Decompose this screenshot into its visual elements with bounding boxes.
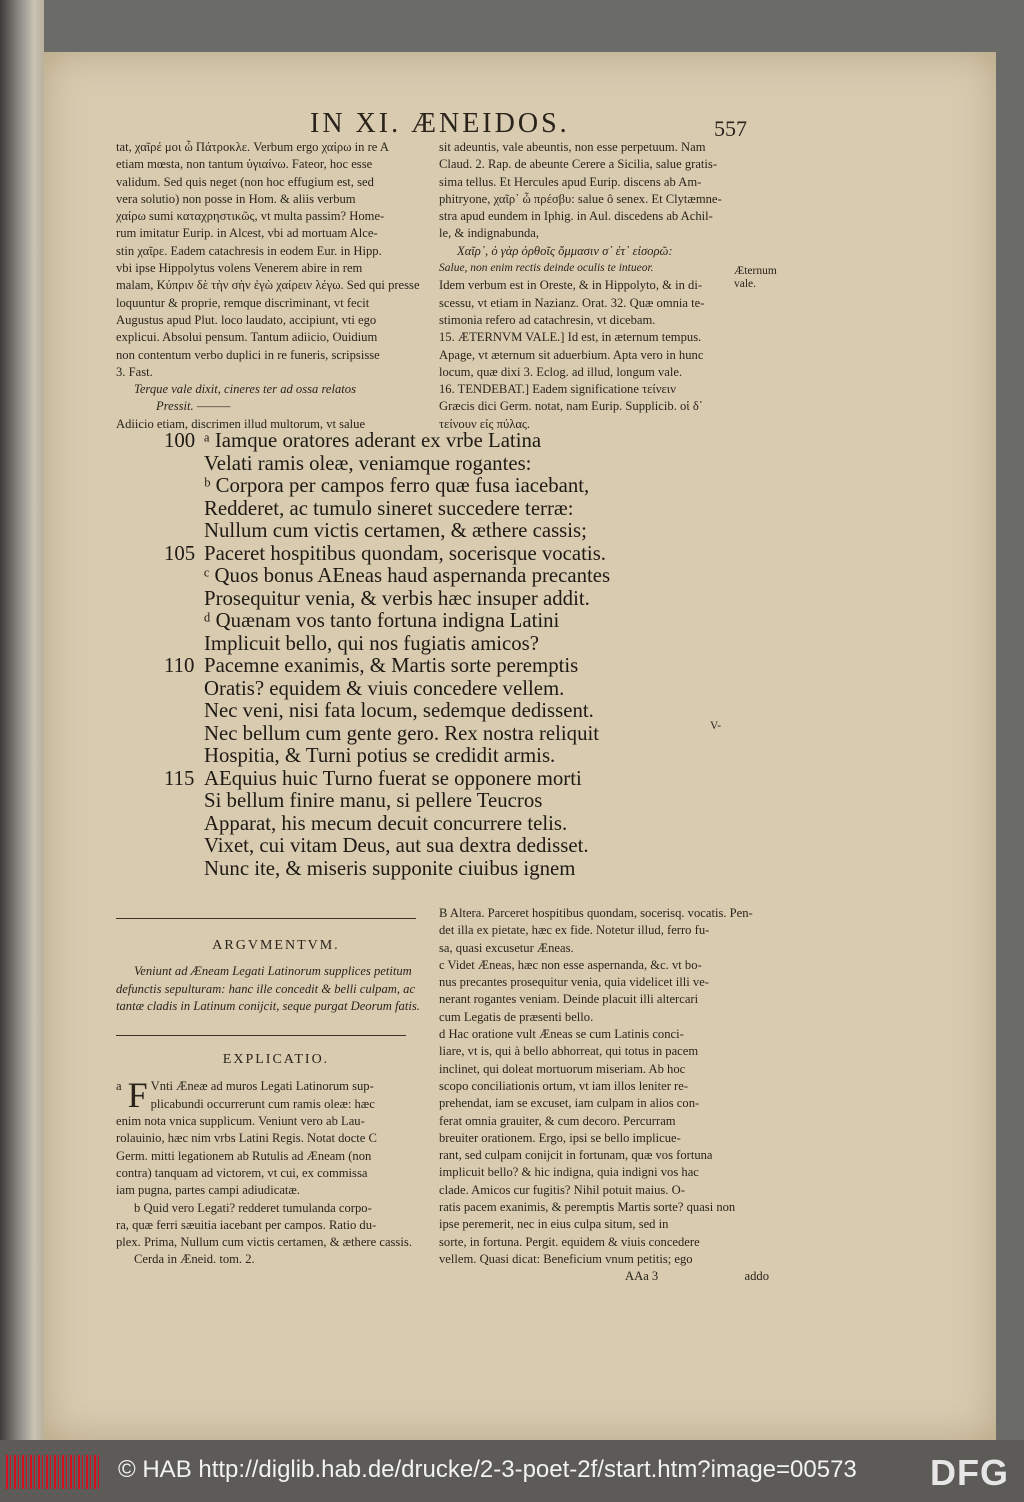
commentary-line: loquuntur & proprie, remque discriminant, vt fecit xyxy=(116,295,370,310)
verse-line xyxy=(164,610,764,633)
argumentum-line: tantæ cladis in Latinum conijcit, seque purgat Deorum fatis. xyxy=(116,998,420,1013)
commentary-line: stra apud eundem in Iphig. in Aul. discedens ab Achil- xyxy=(439,209,713,224)
initial-letter: F xyxy=(127,1078,148,1114)
verse-line xyxy=(164,498,764,521)
verse-line xyxy=(164,745,764,768)
explicatio-line: rolauinio, hæc nim vrbs Latini Regis. Notat docte C xyxy=(116,1131,377,1146)
commentary-line: Apage, vt æternum sit aduerbium. Apta vero in hunc xyxy=(439,347,704,362)
running-head: IN XI. ÆNEIDOS. xyxy=(310,108,570,139)
commentary-line: validum. Sed quis neget (non hoc effugium est, sed xyxy=(116,174,374,189)
verse-text: Paceret hospitibus quondam, socerisque vocatis. xyxy=(204,541,606,565)
commentary-right-column xyxy=(439,139,769,433)
commentary-line: Græcis dici Germ. notat, nam Eurip. Supplicib. οἱ δ᾽ xyxy=(439,399,703,414)
verse-text: Pacemne exanimis, & Martis sorte peremptis xyxy=(204,654,579,677)
signature-mark: AAa 3 xyxy=(625,1269,659,1284)
verse-number: 100 xyxy=(164,429,196,452)
commentary-line: scessu, vt etiam in Nazianz. Orat. 32. Quæ omnia te- xyxy=(439,295,705,310)
verse-line xyxy=(164,430,764,453)
signature-line xyxy=(439,1268,769,1286)
verse-text: Apparat, his mecum decuit concurrere telis. xyxy=(204,811,568,835)
commentary-line: sit adeuntis, vale abeuntis, non esse perpetuum. Nam xyxy=(439,140,706,154)
ovid-quote-line: Pressit. ——— xyxy=(156,399,231,414)
verse-text: ᵃ Iamque oratores aderant ex vrbe Latina xyxy=(204,429,542,452)
verse-block xyxy=(164,430,764,880)
explicatio-line: d Hac oratione vult Æneas se cum Latinis conci- xyxy=(439,1027,684,1042)
commentary-line: sima tellus. Et Hercules apud Eurip. discens ab Am- xyxy=(439,174,702,189)
verse-line xyxy=(164,475,764,498)
verse-text: Nec veni, nisi fata locum, sedemque dedissent. xyxy=(204,699,594,722)
verse-line xyxy=(164,543,764,566)
verse-text: Redderet, ac tumulo sineret succedere terræ: xyxy=(204,496,574,520)
verse-text: Velati ramis oleæ, veniamque rogantes: xyxy=(204,451,532,475)
verse-line xyxy=(164,453,764,476)
commentary-line: non contentum verbo duplici in re funeris, scripsisse xyxy=(116,347,380,362)
spacer xyxy=(116,1068,436,1078)
verse-line xyxy=(164,520,764,543)
commentary-left-column xyxy=(116,139,436,433)
explicatio-line: breuiter orationem. Ergo, ipsi se bello implicue- xyxy=(439,1130,681,1145)
commentary-line: Augustus apud Plut. loco laudato, accipiunt, vti ego xyxy=(116,312,377,327)
commentary-line: stimonia refero ad catachresin, vt dicebam. xyxy=(439,312,656,327)
argumentum-line: defunctis sepulturam: hanc ille concedit & belli culpam, ac xyxy=(116,981,416,996)
commentary-line: χαίρω sumi καταχρηστικῶς, vt multa passim? Home- xyxy=(116,209,385,224)
viewer-footer xyxy=(0,1440,1024,1502)
verse-line xyxy=(164,858,764,881)
verse-number: 115 xyxy=(164,766,195,790)
verse-line xyxy=(164,655,764,678)
copyright-link[interactable]: © HAB http://diglib.hab.de/drucke/2-3-poet-2f/start.htm?image=00573 xyxy=(118,1456,857,1483)
commentary-line: tat, χαῖρέ μοι ὦ Πάτροκλε. Verbum ergo χαίρω in re A xyxy=(116,140,389,154)
note-marker: a xyxy=(116,1079,122,1094)
commentary-line: locum, quæ dixi 3. Eclog. ad illud, longum vale. xyxy=(439,364,683,379)
verse-line xyxy=(164,588,764,611)
explicatio-line: sa, quasi excusetur Æneas. xyxy=(439,940,574,955)
explicatio-line: nerant rogantes veniam. Deinde placuit illi altercari xyxy=(439,992,699,1007)
verse-text: AEquius huic Turno fuerat se opponere morti xyxy=(204,766,582,790)
explicatio-line: ra, quæ ferri sæuitia iacebant per campos. Ratio du- xyxy=(116,1217,377,1232)
verse-text: ᵇ Corpora per campos ferro quæ fusa iacebant, xyxy=(204,474,590,497)
explicatio-line: plicabundi occurrerunt cum ramis oleæ: hæc xyxy=(150,1096,375,1111)
verse-line xyxy=(164,790,764,813)
explicatio-line: inclinet, qui doleat mortuorum miseriam. Ab hoc xyxy=(439,1061,686,1076)
verse-line xyxy=(164,700,764,723)
catchword: addo xyxy=(744,1269,769,1284)
verse-line xyxy=(164,835,764,858)
explicatio-line: B Altera. Parceret hospitibus quondam, socerisq. vocatis. Pen- xyxy=(439,906,753,920)
spacer xyxy=(116,1015,436,1051)
commentary-line: 3. Fast. xyxy=(116,364,153,379)
explicatio-line: rant, sed culpam conijcit in fortunam, quæ vos fortuna xyxy=(439,1148,713,1163)
verse-text: Implicuit bello, qui nos fugiatis amicos? xyxy=(204,631,540,655)
commentary-line: τείνουν εἰς πύλας. xyxy=(439,416,531,431)
commentary-line: 16. TENDEBAT.] Eadem significatione τείνειν xyxy=(439,382,676,397)
explicatio-line: prehendat, iam se excuset, iam culpam in alios con- xyxy=(439,1096,700,1111)
verse-line xyxy=(164,813,764,836)
verse-line xyxy=(164,565,764,588)
argumentum-explicatio-column xyxy=(116,937,436,1269)
verse-text: Nec bellum cum gente gero. Rex nostra reliquit xyxy=(204,721,600,745)
divider-rule xyxy=(116,918,416,919)
margin-mark: V- xyxy=(710,720,722,732)
explicatio-right-column xyxy=(439,905,769,1286)
explicatio-line: plex. Prima, Nullum cum victis certamen, & æthere cassis. xyxy=(116,1235,412,1250)
commentary-line: Claud. 2. Rap. de abeunte Cerere a Sicilia, salue gratis- xyxy=(439,157,718,172)
commentary-line: phitryone, χαῖρ᾽ ὦ πρέσβυ: salue ô senex. Et Clytæmne- xyxy=(439,191,722,206)
greek-quote: Χαῖρ᾽, ὀ γὰρ ὀρθοῖς ὄμμασιν σ᾽ ἐτ᾽ εἰσορῶ: xyxy=(457,243,673,258)
verse-text: Prosequitur venia, & verbis hæc insuper addit. xyxy=(204,586,590,610)
margin-note-aeternum: Æternum vale. xyxy=(734,265,777,290)
verse-line xyxy=(164,723,764,746)
book-page xyxy=(44,52,996,1440)
explicatio-line: Vnti Æneæ ad muros Legati Latinorum sup- xyxy=(150,1079,374,1094)
explicatio-line: ipse peremerit, nec in eius culpa situm, sed in xyxy=(439,1217,669,1232)
commentary-line: etiam mœsta, non tantum ὑγιαίνω. Fateor, hoc esse xyxy=(116,157,373,172)
commentary-line: malam, Κύπριν δὲ τὴν σὴν ἐγὼ χαίρειν λέγω. Sed qui presse xyxy=(116,278,420,293)
commentary-line: stin χαῖρε. Eadem catachresis in eodem Eur. in Hipp. xyxy=(116,243,382,258)
argumentum-line: Veniunt ad Æneam Legati Latinorum supplices petitum xyxy=(134,964,412,979)
explicatio-line: det illa ex pietate, hæc ex fide. Notetur illud, ferro fu- xyxy=(439,923,710,938)
explicatio-line: Germ. mitti legationem ab Rutulis ad Æneam (non xyxy=(116,1148,372,1163)
explicatio-line: nus precantes prosequitur venia, quia videlicet illi ve- xyxy=(439,975,709,990)
explicatio-line: contra) tanquam ad victorem, vt cui, ex commissa xyxy=(116,1165,368,1180)
explicatio-line: liare, vt is, qui à bello abhorreat, qui totus in pacem xyxy=(439,1044,699,1059)
dfg-logo: DFG xyxy=(930,1452,1009,1493)
ovid-quote-line: Terque vale dixit, cineres ter ad ossa relatos xyxy=(134,382,356,397)
verse-line xyxy=(164,633,764,656)
spacer xyxy=(116,954,436,963)
explicatio-line: enim nota vnica supplicum. Veniunt vero ab Lau- xyxy=(116,1114,365,1129)
verse-text: Nunc ite, & miseris supponite ciuibus ignem xyxy=(204,856,576,880)
explicatio-opening xyxy=(116,1078,436,1113)
commentary-line: 15. ÆTERNVM VALE.] Id est, in æternum tempus. xyxy=(439,330,702,345)
page-number: 557 xyxy=(714,116,747,141)
explicatio-line: scopo conciliationis ortum, vt iam illos leniter re- xyxy=(439,1078,689,1093)
explicatio-line: cum Legatis de præsenti bello. xyxy=(439,1009,594,1024)
verse-text: Oratis? equidem & viuis concedere vellem. xyxy=(204,676,565,700)
explicatio-line: iam pugna, partes campi adiudicatæ. xyxy=(116,1183,300,1198)
explicatio-line: sorte, in fortuna. Pergit. equidem & viuis concedere xyxy=(439,1234,700,1249)
verse-number: 110 xyxy=(164,654,195,677)
argumentum-heading: ARGVMENTVM. xyxy=(212,938,340,953)
verse-text: Hospitia, & Turni potius se credidit armis. xyxy=(204,744,556,767)
verse-text: Nullum cum victis certamen, & æthere cassis; xyxy=(204,519,587,542)
commentary-line: rum imitatur Eurip. in Alcest, vbi ad mortuam Alce- xyxy=(116,226,378,241)
commentary-line: Idem verbum est in Oreste, & in Hippolyto, & in di- xyxy=(439,278,703,293)
commentary-line: explicui. Absolui pensum. Tantum adiicio, Ouidium xyxy=(116,330,378,345)
explicatio-line: clade. Amicos cur fugitis? Nihil potuit maius. O- xyxy=(439,1182,685,1197)
commentary-line: le, & indignabunda, xyxy=(439,226,540,241)
verse-line xyxy=(164,678,764,701)
explicatio-line: c Videt Æneas, hæc non esse aspernanda, &c. vt bo- xyxy=(439,957,702,972)
commentary-line: vera solutio) non posse in Hom. & aliis verbum xyxy=(116,191,356,206)
commentary-line: vbi ipse Hippolytus volens Venerem abire in rem xyxy=(116,261,363,276)
explicatio-line: vellem. Quasi dicat: Beneficium vnum petitis; ego xyxy=(439,1251,693,1266)
verse-text: Si bellum finire manu, si pellere Teucros xyxy=(204,789,543,812)
verse-number: 105 xyxy=(164,541,196,565)
explicatio-line: Cerda in Æneid. tom. 2. xyxy=(134,1252,255,1267)
hab-barcode-logo xyxy=(6,1455,102,1489)
explicatio-line: ferat omnia grauiter, & cum decoro. Percurram xyxy=(439,1113,676,1128)
commentary-line: Adiicio etiam, discrimen illud multorum, vt salue xyxy=(116,416,366,431)
book-spine-edge xyxy=(0,0,44,1440)
latin-quote: Salue, non enim rectis deinde oculis te intueor. xyxy=(439,262,654,275)
explicatio-line: implicuit bello? & hic indigna, quia indigni vos hac xyxy=(439,1165,699,1180)
explicatio-line: ratis pacem exanimis, & peremptis Martis sorte? quasi non xyxy=(439,1200,736,1215)
verse-text: ᵈ Quænam vos tanto fortuna indigna Latini xyxy=(204,609,560,632)
verse-line xyxy=(164,768,764,791)
verse-text: Vixet, cui vitam Deus, aut sua dextra dedisset. xyxy=(204,834,589,857)
explicatio-heading: EXPLICATIO. xyxy=(222,1052,330,1068)
explicatio-line: b Quid vero Legati? redderet tumulanda corpo- xyxy=(134,1200,372,1215)
verse-text: ᶜ Quos bonus AEneas haud aspernanda precantes xyxy=(204,564,611,587)
